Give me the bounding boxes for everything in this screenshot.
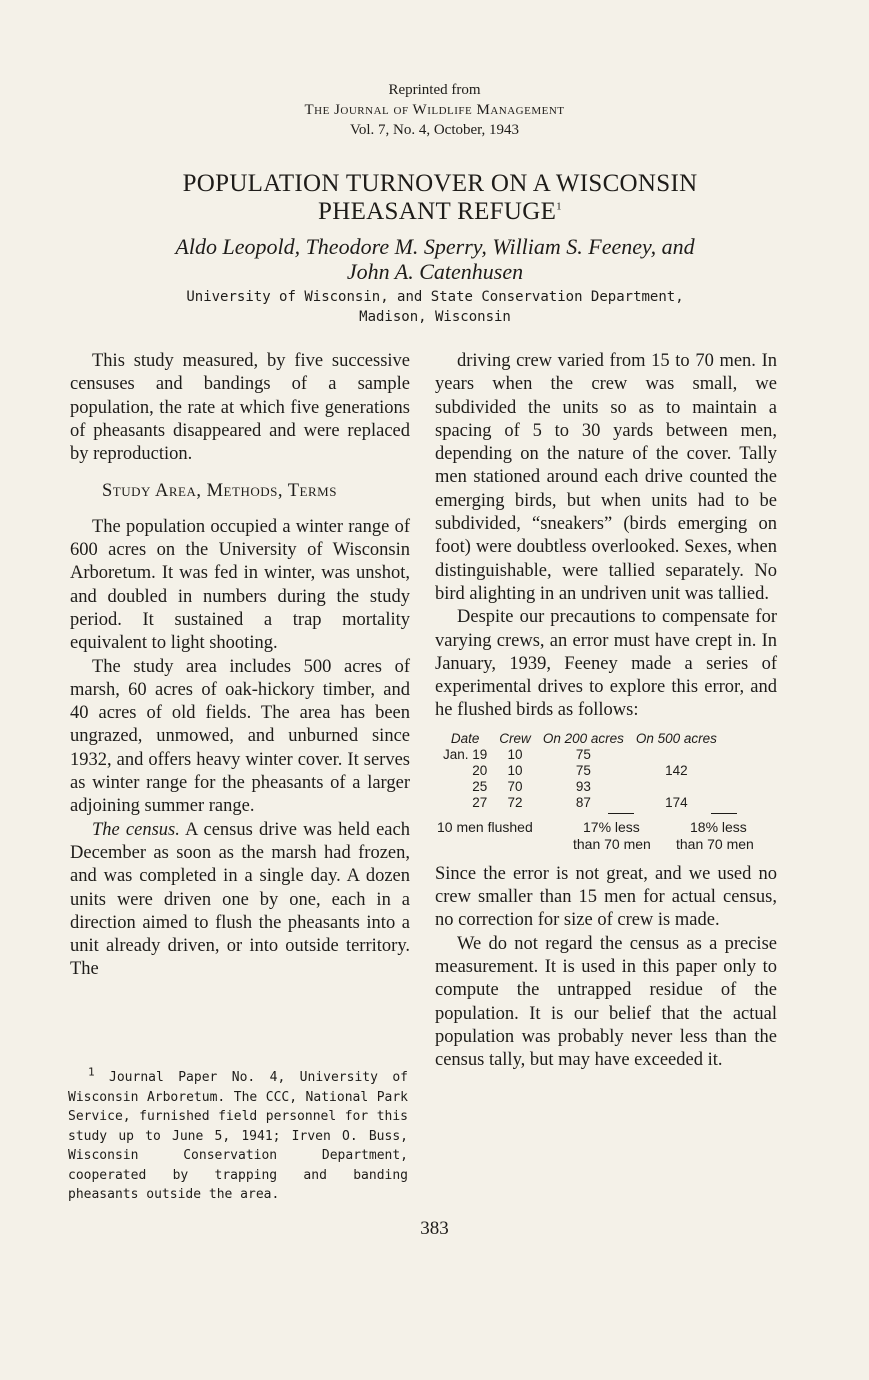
table-cell: 93 xyxy=(575,778,591,794)
intro-paragraph: This study measured, by five successive censuses and bandings of a sample population, the rate at which five generations of pheasants disappeared and were replaced by reproduction. xyxy=(70,351,410,465)
authors-line-2: John A. Catenhusen xyxy=(346,259,524,284)
header-500-acres: On 500 acres xyxy=(635,730,717,746)
authors xyxy=(95,234,775,284)
affiliation-line-2: Madison, Wisconsin xyxy=(359,309,511,325)
table-row xyxy=(437,763,723,779)
table-cell: 10 xyxy=(507,746,523,762)
summary-label: 10 men flushed xyxy=(437,818,533,835)
journal-name: The Journal of Wildlife Management xyxy=(304,102,565,118)
paragraph-error: Since the error is not great, and we used no crew smaller than 15 men for actual census, no correction for size of crew is made. xyxy=(435,863,777,931)
rule-500 xyxy=(711,813,737,814)
header-200-acres: On 200 acres xyxy=(542,730,624,746)
paragraph-winter-range: The population occupied a winter range of 600 acres on the University of Wisconsin Arboretum. It was fed in winter, was unshot, and doubled in numbers during the study period. It sustained a trap mortality equivalent to light shooting. xyxy=(70,516,410,654)
footnote-text: Journal Paper No. 4, University of Wisconsin Arboretum. The CCC, National Park Service, furnished field personnel for this study up to June 5, 1941; Irven O. Buss, Wisconsin Conservation Department, cooperated by trapping and banding pheasants outside the area. xyxy=(68,1070,408,1202)
table-cell: 27 xyxy=(472,794,488,810)
reprint-line: Reprinted from xyxy=(388,82,481,98)
article-title xyxy=(120,170,760,226)
table-cell xyxy=(630,779,723,795)
paragraph-precise-measurement: We do not regard the census as a precise measurement. It is used in this paper only to compute the untrapped residue of the population. It is our belief that the actual population was probably never less than the census tally, but may have exceeded it. xyxy=(435,933,777,1071)
article-title-text: POPULATION TURNOVER ON A WISCONSIN PHEASANT REFUGE xyxy=(182,170,698,225)
affiliation-line-1: University of Wisconsin, and State Conservation Department, xyxy=(186,289,684,305)
page-number: 383 xyxy=(420,1218,449,1239)
title-footnote-mark: 1 xyxy=(556,200,562,213)
table-cell xyxy=(630,747,723,763)
footnote xyxy=(68,1065,408,1205)
census-label: The census. xyxy=(92,819,180,840)
table-cell: 174 xyxy=(665,794,688,810)
table-row xyxy=(437,747,723,763)
footnote-mark: 1 xyxy=(88,1065,95,1079)
table-cell: 87 xyxy=(575,794,591,810)
summary-500-line1: 18% less xyxy=(690,818,747,835)
affiliation xyxy=(140,287,730,327)
table-cell: 75 xyxy=(575,762,591,778)
table-cell: 70 xyxy=(507,778,523,794)
table-row xyxy=(437,779,723,795)
paragraph-driving-crew: driving crew varied from 15 to 70 men. In years when the crew was small, we subdivided the units so as to maintain a spacing of 5 to 30 yards between men, depending on the nature of the cover. Tally men stationed around each drive counted the emerging birds, but when units had to be subdivided, “sneakers” (birds emerging on foot) were doubtless overlooked. Sexes, when distinguishable, were tallied separately. No bird alighting in an undriven unit was tallied. xyxy=(435,351,777,604)
table-cell: 142 xyxy=(665,762,688,778)
paragraph-census xyxy=(70,819,410,982)
left-column xyxy=(70,350,410,982)
paragraph-precautions: Despite our precautions to compensate for varying crews, an error must have crept in. In January, 1939, Feeney made a series of experimental drives to explore this error, and he flushed birds as follows: xyxy=(435,607,777,721)
census-text: A census drive was held each December as soon as the marsh had frozen, and was completed in a single day. A dozen units were driven one by one, each in a direction aimed to flush the pheasants into a unit already driven, or into outside territory. The xyxy=(70,819,410,980)
table-cell: Jan. 19 xyxy=(443,746,488,762)
table-row xyxy=(437,795,723,811)
table-cell: 25 xyxy=(472,778,488,794)
table-cell: 72 xyxy=(507,794,523,810)
volume-info: Vol. 7, No. 4, October, 1943 xyxy=(349,122,520,138)
table-cell: 75 xyxy=(575,746,591,762)
table-cell: 10 xyxy=(507,762,523,778)
table-cell: 20 xyxy=(472,762,488,778)
table-summary xyxy=(435,817,777,857)
summary-200-line1: 17% less xyxy=(583,818,640,835)
table-header-row xyxy=(437,731,723,747)
census-table xyxy=(437,731,723,811)
summary-200-line2: than 70 men xyxy=(573,835,651,852)
header-date: Date xyxy=(450,730,480,746)
rule-200 xyxy=(608,813,634,814)
authors-line-1: Aldo Leopold, Theodore M. Sperry, William S. Feeney, and xyxy=(175,234,695,259)
right-column xyxy=(435,350,777,1072)
summary-500-line2: than 70 men xyxy=(676,835,754,852)
header-crew: Crew xyxy=(499,730,531,746)
section-heading: Study Area, Methods, Terms xyxy=(102,481,337,502)
paragraph-study-area: The study area includes 500 acres of marsh, 60 acres of oak-hickory timber, and 40 acres of old fields. The area has been ungrazed, unmowed, and unburned since 1932, and offers heavy winter cover. It serves as winter range for the pheasants of a larger adjoining summer range. xyxy=(70,656,410,817)
